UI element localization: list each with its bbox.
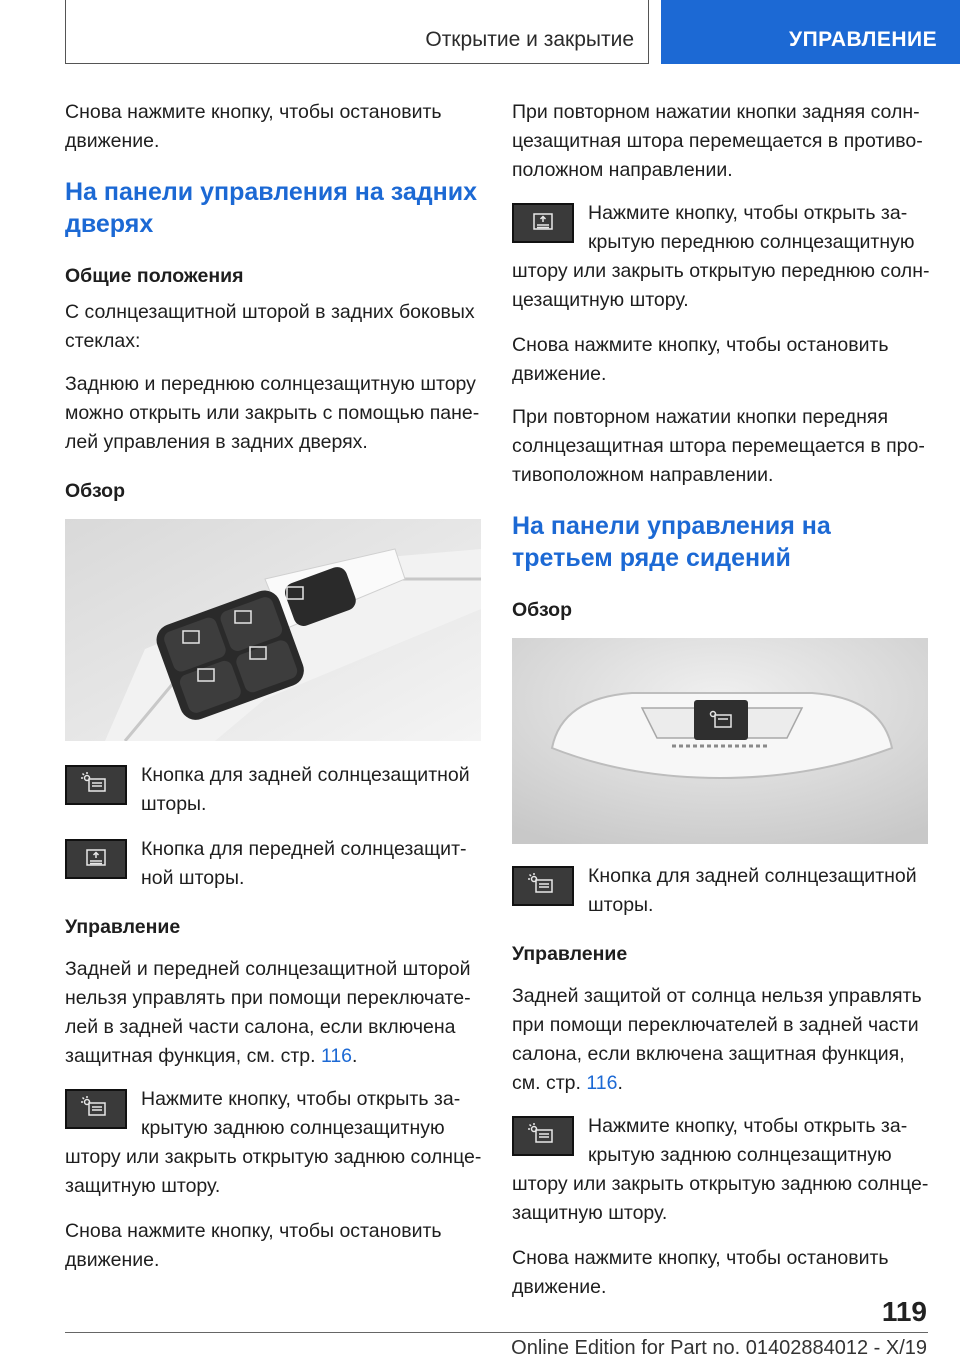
left-paragraph-2: С солнцезащитной шторой в задних боковых стеклах: — [65, 301, 475, 352]
right-column — [512, 98, 930, 1316]
rear-sunshade-button-icon — [512, 1116, 574, 1156]
left-instruction-rear-shade — [65, 1085, 483, 1201]
right-paragraph-1: При повторном нажатии кнопки задняя солнцезащитная штора перемещается в противоположном направлении. — [512, 101, 923, 181]
right-instruction-rear-shade — [512, 1112, 930, 1228]
rear-sunshade-button-icon — [512, 866, 574, 906]
left-subheading-overview: Обзор — [65, 480, 125, 502]
left-subheading-general: Общие положения — [65, 265, 244, 287]
left-subheading-control: Управление — [65, 916, 181, 938]
left-paragraph-4-text: Задней и передней солнцезащитной шторой нельзя управлять при помощи переключателей в задней части салона, если включена защитная функция, см. стр. — [65, 958, 471, 1067]
right-paragraph-5-text: Задней защитой от солнца нельзя управлять при помощи переключателей в задней части салона, если включена защитная функция, см. стр. — [512, 985, 922, 1094]
header-chapter-title: УПРАВЛЕНИЕ — [789, 28, 938, 51]
right-paragraph-2: Нажмите кнопку, чтобы открыть закрытую переднюю солнцезащитную штору или закрыть открытую переднюю солнцезащитную штору. — [512, 202, 930, 311]
right-paragraph-4: При повторном нажатии кнопки передняя солнцезащитная штора перемещается в противоположном направлении. — [512, 406, 925, 486]
page-link-116[interactable]: 116 — [320, 1045, 353, 1067]
left-column — [65, 98, 483, 1289]
right-section-heading: На панели управления на третьем ряде сидений — [512, 512, 831, 572]
front-sunshade-button-icon — [512, 203, 574, 243]
page-link-116[interactable]: 116 — [586, 1072, 618, 1094]
right-legend-rear-shade — [512, 862, 930, 920]
left-paragraph-1: Снова нажмите кнопку, чтобы остановить движение. — [65, 101, 442, 152]
left-paragraph-5: Нажмите кнопку, чтобы открыть закрытую заднюю солнцезащитную штору или закрыть открытую заднюю солнцезащитную штору. — [65, 1088, 482, 1197]
header-chapter-tab — [661, 0, 960, 64]
legend-rear-shade-text: Кнопка для задней солнцезащитной шторы. — [141, 764, 470, 815]
front-sunshade-button-icon — [65, 839, 127, 879]
left-section-heading: На панели управления на задних дверях — [65, 178, 477, 238]
third-row-switch-photo — [512, 638, 928, 844]
right-paragraph-5-end: . — [617, 1072, 623, 1094]
left-legend-rear-shade — [65, 761, 483, 819]
right-instruction-front-shade — [512, 199, 930, 315]
rear-sunshade-button-icon — [65, 1089, 127, 1129]
rear-sunshade-button-icon — [65, 765, 127, 805]
right-paragraph-3: Снова нажмите кнопку, чтобы остановить движение. — [512, 334, 889, 385]
right-subheading-overview: Обзор — [512, 599, 572, 621]
left-paragraph-4-end: . — [352, 1045, 358, 1067]
legend-front-shade-text: Кнопка для передней солнцезащитной шторы. — [141, 838, 467, 889]
right-legend-rear-shade-text: Кнопка для задней солнцезащитной шторы. — [588, 865, 917, 916]
header-section-tab — [65, 0, 649, 64]
footer-divider — [65, 1332, 928, 1333]
header-section-title: Открытие и закрытие — [425, 28, 634, 51]
left-legend-front-shade — [65, 835, 483, 893]
left-paragraph-4 — [65, 955, 483, 1071]
edition-footer: Online Edition for Part no. 01402884012 - X/19 — [511, 1337, 927, 1359]
page-number: 119 — [881, 1296, 927, 1327]
right-subheading-control: Управление — [512, 943, 628, 965]
right-paragraph-6: Нажмите кнопку, чтобы открыть закрытую заднюю солнцезащитную штору или закрыть открытую заднюю солнцезащитную штору. — [512, 1115, 929, 1224]
left-paragraph-6: Снова нажмите кнопку, чтобы остановить движение. — [65, 1220, 442, 1271]
door-switch-panel-photo — [65, 519, 481, 741]
right-paragraph-7: Снова нажмите кнопку, чтобы остановить движение. — [512, 1247, 889, 1298]
right-paragraph-5 — [512, 982, 930, 1098]
left-paragraph-3: Заднюю и переднюю солнцезащитную штору можно открыть или закрыть с помощью панелей управления в задних дверях. — [65, 373, 480, 453]
